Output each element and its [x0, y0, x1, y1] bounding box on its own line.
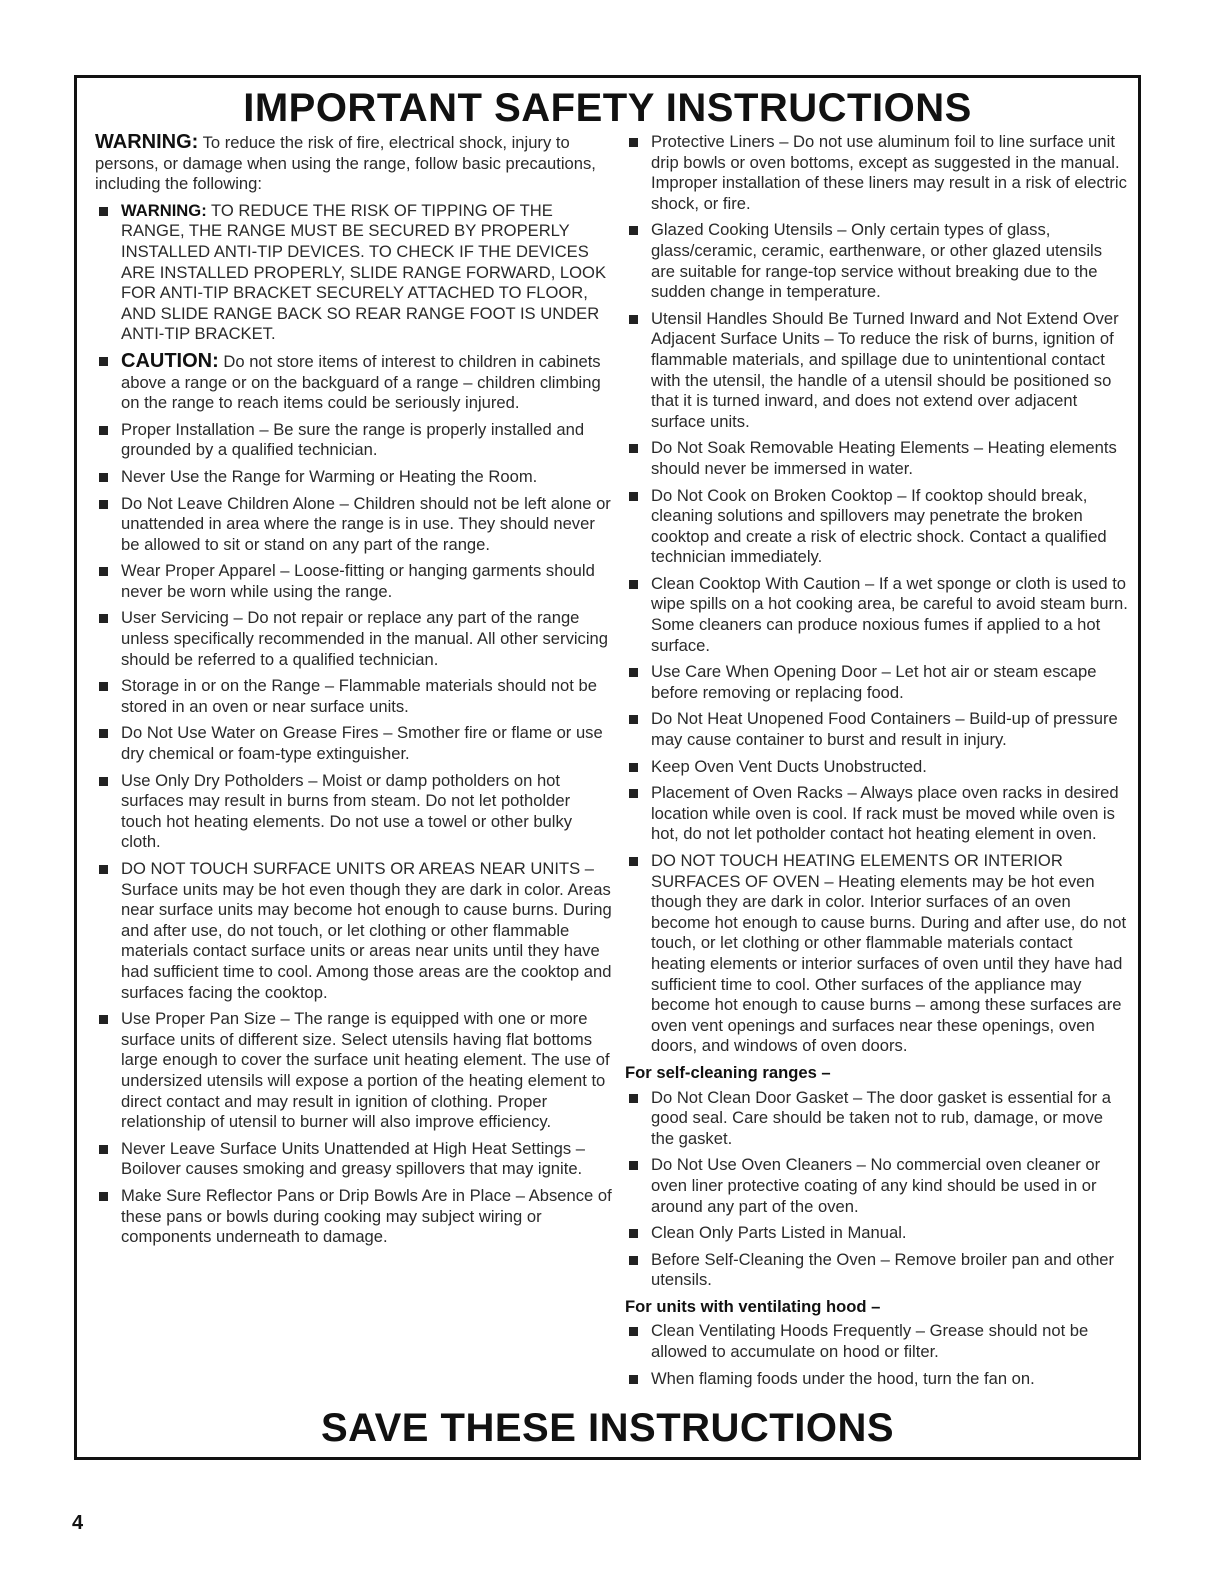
- intro-paragraph: [95, 132, 615, 195]
- item-text: TO REDUCE THE RISK OF TIPPING OF THE RANGE, THE RANGE MUST BE SECURED BY PROPERLY INSTALLED ANTI-TIP DEVICES. TO CHECK IF THE DEVICES ARE INSTALLED PROPERLY, SLIDE RANGE FORWARD, LOOK FOR ANTI-TIP BRACKET SECURELY ATTACHED TO FLOOR, AND SLIDE RANGE BACK SO REAR RANGE FOOT IS UNDER ANTI-TIP BRACKET.: [121, 200, 607, 344]
- list-item: [625, 757, 1130, 778]
- item-text: Glazed Cooking Utensils – Only certain types of glass, glass/ceramic, ceramic, earthenware, or other glazed utensils are suitable for range-top service without breaking due to the sudden change in temperature.: [651, 220, 1102, 302]
- warning-lead: WARNING:: [95, 131, 199, 153]
- item-text: Do Not Clean Door Gasket – The door gasket is essential for a good seal. Care should be taken not to rub, damage, or move the gasket.: [651, 1087, 1111, 1148]
- bullet-icon: [99, 729, 108, 738]
- list-item: [95, 771, 615, 853]
- list-item: [95, 859, 615, 1003]
- bullet-icon: [629, 1094, 638, 1103]
- item-text: Never Use the Range for Warming or Heating the Room.: [121, 466, 538, 486]
- item-lead: WARNING:: [121, 200, 207, 220]
- bullet-icon: [629, 492, 638, 501]
- item-text: Make Sure Reflector Pans or Drip Bowls Are in Place – Absence of these pans or bowls during cooking may subject wiring or components underneath to damage.: [121, 1185, 612, 1247]
- page-number: 4: [72, 1512, 84, 1534]
- item-text: Proper Installation – Be sure the range is properly installed and grounded by a qualified technician.: [121, 419, 585, 460]
- list-item: [625, 709, 1130, 750]
- list-item: [625, 1088, 1130, 1150]
- bullet-icon: [629, 580, 638, 589]
- save-instructions-title: SAVE THESE INSTRUCTIONS: [320, 1406, 895, 1450]
- list-item: [625, 851, 1130, 1057]
- list-item: [95, 561, 615, 602]
- bullet-icon: [629, 315, 638, 324]
- list-item: [95, 420, 615, 461]
- list-item: [625, 1155, 1130, 1217]
- item-text: DO NOT TOUCH HEATING ELEMENTS OR INTERIOR SURFACES OF OVEN – Heating elements may be hot even though they are dark in color. Interior surfaces of an oven become hot enough to cause burns. During and after use, do not touch, or let clothing or other flammable materials contact heating elements or interior surfaces of oven until they have had sufficient time to cool. Other surfaces of the appliance may become hot enough to cause burns – among these surfaces are oven vent openings and surfaces near these openings, oven doors, and windows of oven doors.: [651, 851, 1127, 1056]
- list-item: [625, 783, 1130, 845]
- bullet-icon: [99, 682, 108, 691]
- list-item: [625, 662, 1130, 703]
- right-column: [625, 132, 1130, 1395]
- bullet-icon: [629, 857, 638, 866]
- safety-instructions-box: [74, 75, 1141, 1460]
- item-text: Do Not Heat Unopened Food Containers – Build-up of pressure may cause container to burst and result in injury.: [651, 709, 1118, 750]
- item-text: Do Not Leave Children Alone – Children should not be left alone or unattended in area where the range is in use. They should never be allowed to sit or stand on any part of the range.: [121, 493, 611, 554]
- right-list: [625, 132, 1130, 1057]
- bullet-icon: [99, 357, 108, 366]
- list-item: [95, 1009, 615, 1133]
- bullet-icon: [99, 614, 108, 623]
- bullet-icon: [629, 226, 638, 235]
- list-item: [95, 351, 615, 414]
- list-item: [95, 467, 615, 488]
- intro-text: To reduce the risk of fire, electrical shock, injury to persons, or damage when using the range, follow basic precautions, including the following:: [95, 133, 596, 194]
- list-item: [625, 132, 1130, 214]
- item-text: Clean Cooktop With Caution – If a wet sponge or cloth is used to wipe spills on a hot cooking area, be careful to avoid steam burn. Some cleaners can produce noxious fumes if applied to a hot surface.: [651, 573, 1128, 655]
- item-text: Use Only Dry Potholders – Moist or damp potholders on hot surfaces may result in burns from steam. Do not let potholder touch hot heating elements. Do not use a towel or other bulky cloth.: [121, 770, 573, 852]
- list-item: [625, 1369, 1130, 1390]
- list-item: [625, 486, 1130, 568]
- list-item: [95, 1139, 615, 1180]
- bullet-icon: [99, 500, 108, 509]
- left-column: [95, 132, 615, 1254]
- item-text: When flaming foods under the hood, turn the fan on.: [651, 1368, 1035, 1388]
- bullet-icon: [629, 715, 638, 724]
- bullet-icon: [629, 1256, 638, 1265]
- list-item: [95, 723, 615, 764]
- bullet-icon: [629, 789, 638, 798]
- list-item: [95, 494, 615, 556]
- list-item: [95, 608, 615, 670]
- page-title: IMPORTANT SAFETY INSTRUCTIONS: [243, 86, 972, 130]
- item-text: Placement of Oven Racks – Always place oven racks in desired location while oven is cool. If rack must be moved while oven is hot, do not let potholder contact hot heating element in oven.: [651, 783, 1119, 844]
- item-text: Use Proper Pan Size – The range is equipped with one or more surface units of different size. Select utensils having flat bottoms large enough to cover the surface unit heating element. The use of undersized utensils will expose a portion of the heating element to direct contact and may result in ignition of clothing. Proper relationship of utensil to burner will also improve efficiency.: [121, 1009, 610, 1132]
- item-text: Clean Ventilating Hoods Frequently – Grease should not be allowed to accumulate on hood or filter.: [651, 1321, 1089, 1362]
- item-text: Do Not Soak Removable Heating Elements – Heating elements should never be immersed in water.: [651, 438, 1117, 478]
- item-text: Protective Liners – Do not use aluminum foil to line surface unit drip bowls or oven bottoms, except as suggested in the manual. Improper installation of these liners may result in a risk of electric shock, or fire.: [651, 132, 1127, 213]
- item-text: Do Not Use Oven Cleaners – No commercial oven cleaner or oven liner protective coating of any kind should be used in or around any part of the oven.: [651, 1155, 1101, 1216]
- bullet-icon: [629, 1327, 638, 1336]
- bullet-icon: [629, 668, 638, 677]
- item-text: Do not store items of interest to children in cabinets above a range or on the backguard of a range – children climbing on the range to reach items could be seriously injured.: [121, 351, 601, 413]
- self-cleaning-heading: For self-cleaning ranges –: [625, 1062, 831, 1082]
- item-text: Wear Proper Apparel – Loose-fitting or hanging garments should never be worn while using the range.: [121, 561, 595, 601]
- ventilating-list: [625, 1321, 1130, 1389]
- item-text: Keep Oven Vent Ducts Unobstructed.: [651, 756, 927, 776]
- list-item: [95, 201, 615, 345]
- self-cleaning-list: [625, 1088, 1130, 1291]
- list-item: [625, 1223, 1130, 1244]
- list-item: [625, 438, 1130, 479]
- bullet-icon: [99, 426, 108, 435]
- bullet-icon: [99, 1192, 108, 1201]
- item-text: Clean Only Parts Listed in Manual.: [651, 1223, 907, 1243]
- bullet-icon: [629, 763, 638, 772]
- bullet-icon: [99, 777, 108, 786]
- item-text: Do Not Use Water on Grease Fires – Smother fire or flame or use dry chemical or foam-type extinguisher.: [121, 723, 603, 764]
- item-text: Before Self-Cleaning the Oven – Remove broiler pan and other utensils.: [651, 1249, 1115, 1290]
- list-item: [95, 1186, 615, 1248]
- item-text: User Servicing – Do not repair or replace any part of the range unless specifically recommended in the manual. All other servicing should be referred to a qualified technician.: [121, 608, 608, 669]
- item-text: Utensil Handles Should Be Turned Inward and Not Extend Over Adjacent Surface Units – To reduce the risk of burns, ignition of flammable materials, and spillage due to unintentional contact with the utensil, the handle of a utensil should be positioned so that it is turned inward, and does not extend over adjacent surface units.: [651, 308, 1119, 431]
- left-list: [95, 201, 615, 1248]
- list-item: [625, 574, 1130, 656]
- bullet-icon: [629, 1161, 638, 1170]
- bullet-icon: [629, 1375, 638, 1384]
- bullet-icon: [99, 1145, 108, 1154]
- bullet-icon: [99, 865, 108, 874]
- item-text: Storage in or on the Range – Flammable materials should not be stored in an oven or near surface units.: [121, 676, 597, 716]
- bullet-icon: [629, 138, 638, 147]
- item-text: DO NOT TOUCH SURFACE UNITS OR AREAS NEAR UNITS – Surface units may be hot even though they are dark in color. Areas near surface units may become hot enough to cause burns. During and after use, do not touch, or let clothing or other flammable materials contact surface units or areas near units until they have had sufficient time to cool. Among those areas are the cooktop and surfaces facing the cooktop.: [121, 859, 612, 1002]
- list-item: [95, 676, 615, 717]
- bullet-icon: [629, 1229, 638, 1238]
- item-text: Use Care When Opening Door – Let hot air or steam escape before removing or replacing food.: [651, 662, 1097, 702]
- ventilating-heading: For units with ventilating hood –: [625, 1296, 881, 1316]
- list-item: [625, 1250, 1130, 1291]
- bullet-icon: [99, 473, 108, 482]
- item-text: Do Not Cook on Broken Cooktop – If cooktop should break, cleaning solutions and spillovers may penetrate the broken cooktop and create a risk of electric shock. Contact a qualified technician immediately.: [651, 485, 1107, 567]
- list-item: [625, 309, 1130, 433]
- item-text: Never Leave Surface Units Unattended at High Heat Settings – Boilover causes smoking and greasy spillovers that may ignite.: [121, 1138, 585, 1179]
- list-item: [625, 220, 1130, 302]
- bullet-icon: [99, 1015, 108, 1024]
- list-item: [625, 1321, 1130, 1362]
- bullet-icon: [99, 207, 108, 216]
- item-lead: CAUTION:: [121, 349, 219, 372]
- bullet-icon: [99, 567, 108, 576]
- bullet-icon: [629, 444, 638, 453]
